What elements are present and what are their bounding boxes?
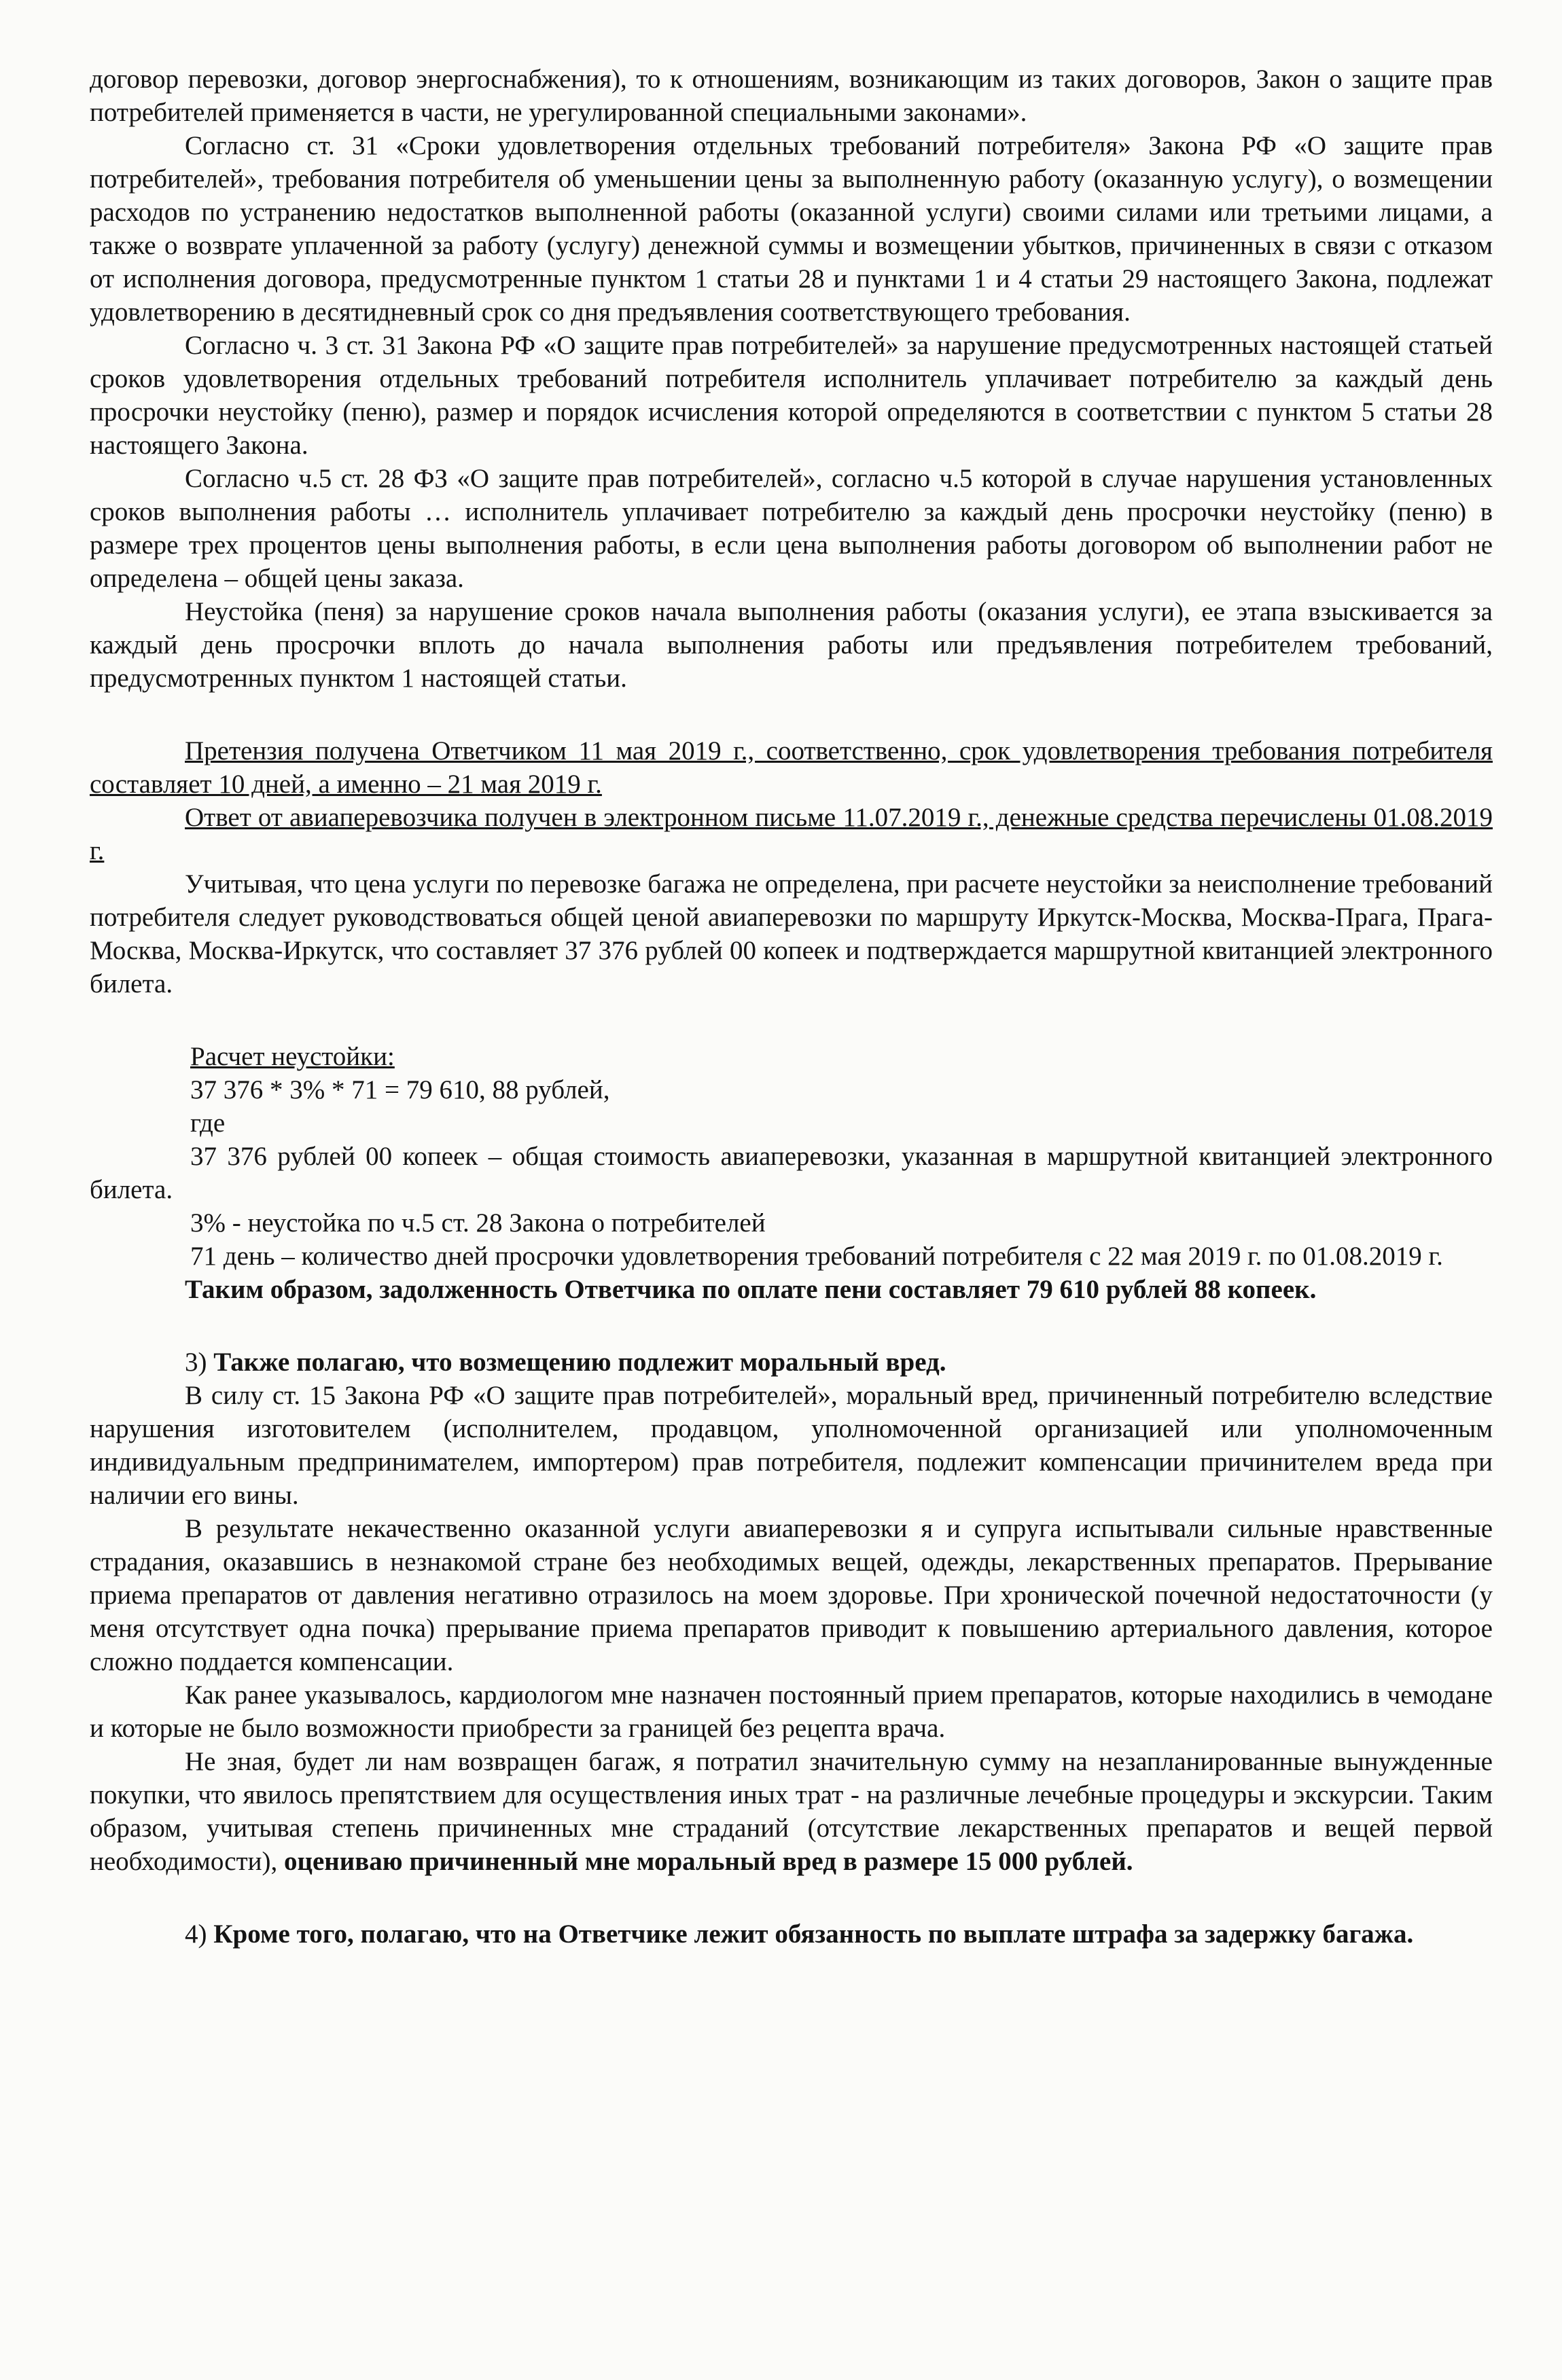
section-3-number: 3) xyxy=(185,1348,207,1377)
paragraph-contract-types: договор перевозки, договор энергоснабжения), то к отношениям, возникающим из таких договоров, Закон о защите прав потребителей применяется в части, не урегулированной специальными законами». xyxy=(90,65,1493,127)
section-3-title: Также полагаю, что возмещению подлежит моральный вред. xyxy=(213,1348,946,1377)
paragraph-price-basis: Учитывая, что цена услуги по перевозке багажа не определена, при расчете неустойки за неисполнение требований потребителя следует руководствоваться общей ценой авиаперевозки по маршруту Иркутск-Москва, Москва-Прага, Прага-Москва, Москва-Иркутск, что составляет 37 376 рублей 00 копеек и подтверждается маршрутной квитанцией электронного билета. xyxy=(90,869,1493,998)
paragraph-suffering: В результате некачественно оказанной услуги авиаперевозки я и супруга испытывали сильные нравственные страдания, оказавшись в незнакомой стране без необходимых вещей, одежды, лекарственных препаратов. Прерывание приема препаратов от давления негативно отразилось на моем здоровье. При хронической почечной недостаточности (у меня отсутствует одна почка) прерывание приема препаратов приводит к повышению артериального давления, которое сложно поддается компенсации. xyxy=(90,1514,1493,1676)
total-debt-text: Таким образом, задолженность Ответчика по оплате пени составляет 79 610 рублей 88 копеек. xyxy=(185,1275,1317,1304)
calc-title: Расчет неустойки: xyxy=(190,1042,395,1071)
section-4-title: Кроме того, полагаю, что на Ответчике лежит обязанность по выплате штрафа за задержку багажа. xyxy=(213,1919,1414,1949)
paragraph-penalty-rule: Неустойка (пеня) за нарушение сроков начала выполнения работы (оказания услуги), ее этапа взыскивается за каждый день просрочки вплоть до начала выполнения работы или предъявления потребителем требований, предусмотренных пунктом 1 настоящей статьи. xyxy=(90,597,1493,693)
section-4-heading xyxy=(90,1917,1493,1951)
calc-line-rate: 3% - неустойка по ч.5 ст. 28 Закона о потребителей xyxy=(190,1208,766,1238)
calc-line-price: 37 376 рублей 00 копеек – общая стоимость авиаперевозки, указанная в маршрутной квитанцией электронного билета. xyxy=(90,1142,1493,1204)
paragraph-article-28-part-5: Согласно ч.5 ст. 28 ФЗ «О защите прав потребителей», согласно ч.5 которой в случае нарушения установленных сроков выполнения работы … исполнитель уплачивает потребителю за каждый день просрочки неустойку (пеню) в размере трех процентов цены выполнения работы, в если цена выполнения работы договором об выполнении работ не определена – общей цены заказа. xyxy=(90,464,1493,593)
penalty-calculation xyxy=(90,1040,1493,1273)
section-3-heading xyxy=(90,1346,1493,1379)
section-4-number: 4) xyxy=(185,1919,207,1949)
moral-damage-text: Не зная, будет ли нам возвращен багаж, я потратил значительную сумму на незапланированные вынужденные покупки, что явилось препятствием для осуществления иных трат - на различные лечебные процедуры и экскурсии. Таким образом, учитывая степень причиненных мне страданий (отсутствие лекарственных препаратов и вещей первой необходимости), xyxy=(90,1747,1493,1876)
paragraph-article-31-part-3: Согласно ч. 3 ст. 31 Закона РФ «О защите прав потребителей» за нарушение предусмотренных настоящей статьей сроков удовлетворения отдельных требований потребителя исполнитель уплачивает потребителю за каждый день просрочки неустойку (пеню), размер и порядок исчисления которой определяются в соответствии с пунктом 5 статьи 28 настоящего Закона. xyxy=(90,331,1493,460)
paragraph-moral-damage xyxy=(90,1745,1493,1878)
paragraph-carrier-response: Ответ от авиаперевозчика получен в электронном письме 11.07.2019 г., денежные средства перечислены 01.08.2019 г. xyxy=(90,803,1493,865)
calc-formula: 37 376 * 3% * 71 = 79 610, 88 рублей, xyxy=(190,1075,610,1104)
paragraph-total-debt xyxy=(90,1273,1493,1306)
paragraph-article-15: В силу ст. 15 Закона РФ «О защите прав потребителей», моральный вред, причиненный потребителю вследствие нарушения изготовителем (исполнителем, продавцом, уполномоченной организацией или уполномоченным индивидуальным предпринимателем, импортером) прав потребителя, подлежит компенсации причинителем вреда при наличии его вины. xyxy=(90,1381,1493,1510)
calc-line-days: 71 день – количество дней просрочки удовлетворения требований потребителя с 22 мая 2019 г. по 01.08.2019 г. xyxy=(190,1242,1443,1271)
paragraph-medication: Как ранее указывалось, кардиологом мне назначен постоянный прием препаратов, которые находились в чемодане и которые не было возможности приобрести за границей без рецепта врача. xyxy=(90,1680,1493,1743)
paragraph-claim-received: Претензия получена Ответчиком 11 мая 2019 г., соответственно, срок удовлетворения требования потребителя составляет 10 дней, а именно – 21 мая 2019 г. xyxy=(90,736,1493,799)
moral-damage-amount: оцениваю причиненный мне моральный вред в размере 15 000 рублей. xyxy=(284,1847,1133,1876)
calc-where: где xyxy=(190,1108,226,1138)
paragraph-article-31: Согласно ст. 31 «Сроки удовлетворения отдельных требований потребителя» Закона РФ «О защите прав потребителей», требования потребителя об уменьшении цены за выполненную работу (оказанную услугу), о возмещении расходов по устранению недостатков выполненной работы (оказанной услуги) своими силами или третьими лицами, а также о возврате уплаченной за работу (услугу) денежной суммы и возмещении убытков, причиненных в связи с отказом от исполнения договора, предусмотренные пунктом 1 статьи 28 и пунктами 1 и 4 статьи 29 настоящего Закона, подлежат удовлетворению в десятидневный срок со дня предъявления соответствующего требования. xyxy=(90,131,1493,327)
